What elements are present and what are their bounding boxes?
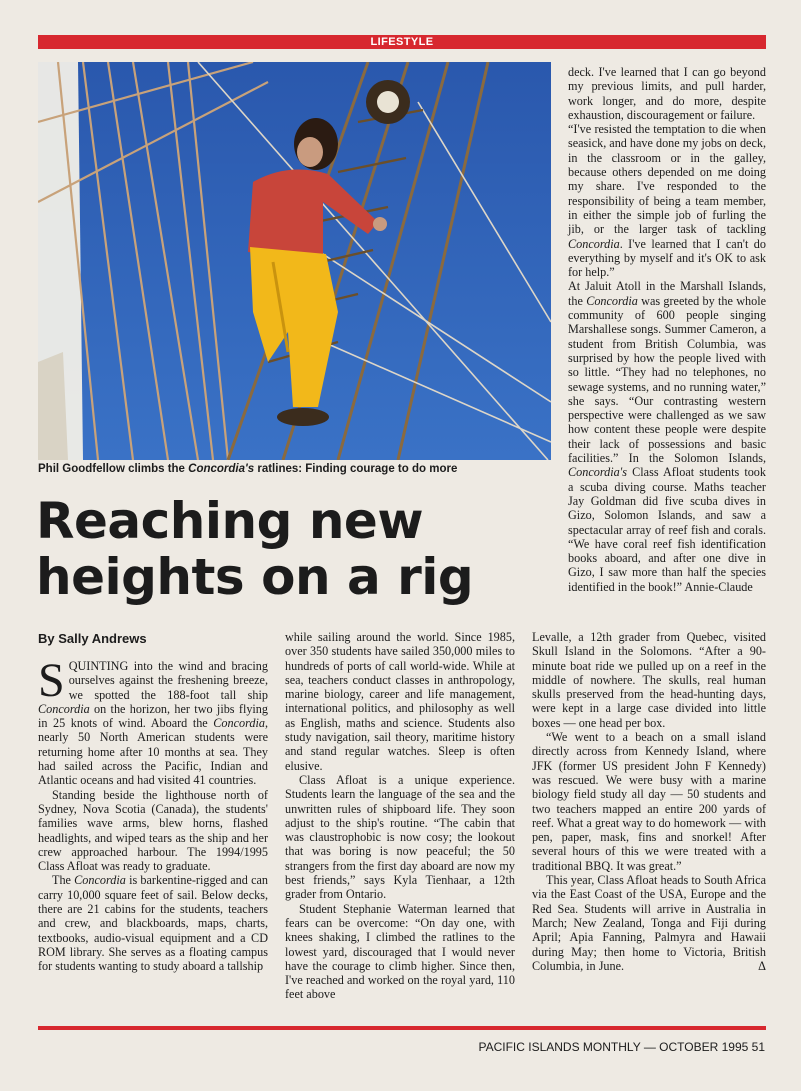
article-column-1: [38, 654, 268, 974]
end-of-article-triangle-icon: Δ: [758, 958, 766, 973]
photo-caption: [38, 462, 558, 476]
paragraph: [38, 654, 268, 788]
paragraph: [38, 873, 268, 973]
paragraph: “We went to a beach on a small island directly across from Kennedy Island, where JFK (former US president John F Kennedy) was rescued. We were busy with a marine biology field study all day — 50 students and two teachers mapped an entire 200 yards of reef. What a great way to do homework — with pen, paper, mask, fins and snorkel! After several hours of this we were treated with a traditional BBQ. It was great.”: [532, 730, 766, 873]
text-run: This year, Class Afloat heads to South Africa via the East Coast of the USA, Europe and the Red Sea. Students will arrive in Australia in March; New Zealand, Tonga and Fiji during April; Apia Fanning, Palmyra and Hawaii during May; then home to Victoria, British Columbia, in June.: [532, 873, 766, 973]
headline: [36, 493, 556, 605]
headline-line-2: heights on a rig: [36, 548, 474, 606]
text-run: on the horizon, her two jibs flying in 25 knots of wind. Aboard the: [38, 701, 268, 731]
text-run: is barkentine-rigged and can carry 10,000 square feet of sail. Below decks, there are 21 cabins for the students, teachers and crew, and blackboards, maps, charts, textbooks, audio-visual equipment and a CD ROM library. She serves as a floating campus for students wanting to study aboard a tallship: [38, 873, 268, 974]
text-run: . I've learned that I can't do everything by myself and it's OK to ask for help.”: [568, 236, 766, 280]
ship-name: Concordia: [38, 701, 90, 716]
ship-name: Concordia's: [568, 465, 628, 480]
section-label: LIFESTYLE: [370, 36, 434, 48]
paragraph: Student Stephanie Waterman learned that fears can be overcome: “On day one, with knees shaking, I climbed the ratlines to the lowest yard, discouraged that I would never have the courage to climb higher. Since then, I've reached and worked on the royal yard, 110 feet above: [285, 901, 515, 1002]
footer-rule: [38, 1026, 766, 1030]
paragraph: [532, 873, 766, 973]
text-run: At Jaluit Atoll in the Marshall Islands, the: [568, 279, 766, 308]
ship-name: Concordia: [74, 873, 126, 888]
paragraph: Standing beside the lighthouse north of Sydney, Nova Scotia (Canada), the students' families wave arms, blew horns, flashed headlights, and wiped tears as the ship and her crew approached harbour. The 1994/1995 Class Afloat was ready to graduate.: [38, 787, 268, 874]
paragraph: deck. I've learned that I can go beyond my previous limits, and pull harder, work longer, and do more, despite exhaustion, discouragement or failure.: [568, 65, 766, 122]
headline-line-1: Reaching new: [36, 492, 424, 550]
paragraph: Levalle, a 12th grader from Quebec, visited Skull Island in the Solomons. “After a 90-minute boat ride we pulled up on a reef in the middle of nowhere. The skulls, real human skulls preserved from the head-hunting days, were kept in a large case divided into little boxes — one head per box.: [532, 630, 766, 730]
section-banner: [38, 35, 766, 49]
text-run: “I've resisted the temptation to die when seasick, and have done my jobs on deck, in the classroom or in the galley, because others depended on me doing my share. I've responded to the responsibility of being a team member, in either the simple job of furling the jib, or the larger task of tackling: [568, 122, 766, 237]
paragraph: while sailing around the world. Since 1985, over 350 students have sailed 350,000 miles to hundreds of ports of call world-wide. While at sea, teachers conduct classes in anthropology, marine biology, career and life management, international politics, and philosophy as well as English, maths and science. Students also study navigation, sail theory, maritime history and stand regular watches. Sleep is often elusive.: [285, 630, 515, 773]
article-column-3-lower: [532, 630, 766, 973]
article-column-2: [285, 630, 515, 1002]
ship-name: Concordia: [213, 716, 265, 731]
caption-text: Phil Goodfellow climbs the: [38, 463, 189, 475]
drop-cap: S: [38, 654, 65, 707]
article-photo: [38, 62, 551, 460]
page-footer: PACIFIC ISLANDS MONTHLY — OCTOBER 1995 51: [478, 1040, 765, 1054]
ship-name: Concordia: [586, 293, 638, 308]
paragraph: [568, 279, 766, 594]
text-run: QUINTING into the wind and bracing ourselves against the freshening breeze, we spotted the 188-foot tall ship: [68, 659, 268, 702]
text-run: was greeted by the whole community of 600 people singing Marshallese songs. Summer Cameron, a student from British Columbia, was surprised by how the people lived with so little. “They had no telephones, no sewage systems, and no running water,” she says. “Our contrasting western perspective were challenged as we saw how content these people were despite their lack of possessions and basic facilities.” In the Solomon Islands,: [568, 293, 766, 466]
article-column-3-upper: [568, 65, 766, 594]
paragraph: Class Afloat is a unique experience. Students learn the language of the sea and the unwritten rules of shipboard life. They soon adjust to the ship's routine. “The cabin that was claustrophobic is now cosy; the lookout that was boring is now peaceful; the 50 strangers from the first day aboard are now my best friends,” says Kyla Tienhaar, a 12th grader from Ontario.: [285, 772, 515, 902]
text-run: The: [52, 873, 75, 888]
caption-ship-name: Concordia's: [188, 463, 255, 475]
ship-name: Concordia: [568, 236, 620, 251]
byline: By Sally Andrews: [38, 631, 147, 646]
text-run: Class Afloat students took a scuba diving course. Maths teacher Jay Goldman did five scuba dives in Gizo, Solomon Islands, and saw a spectacular array of reef fish and corals. “We have coral reef fish identification books aboard, and after one dive in Gizo, I saw more than half the species identified in the book!” Annie-Claude: [568, 465, 766, 594]
caption-text-end: ratlines: Finding courage to do more: [254, 463, 458, 475]
paragraph: [568, 122, 766, 279]
text-run: , nearly 50 North American students were returning home after 10 months at sea. They had sailed across the Pacific, Indian and Atlantic oceans and had visited 41 countries.: [38, 716, 268, 788]
